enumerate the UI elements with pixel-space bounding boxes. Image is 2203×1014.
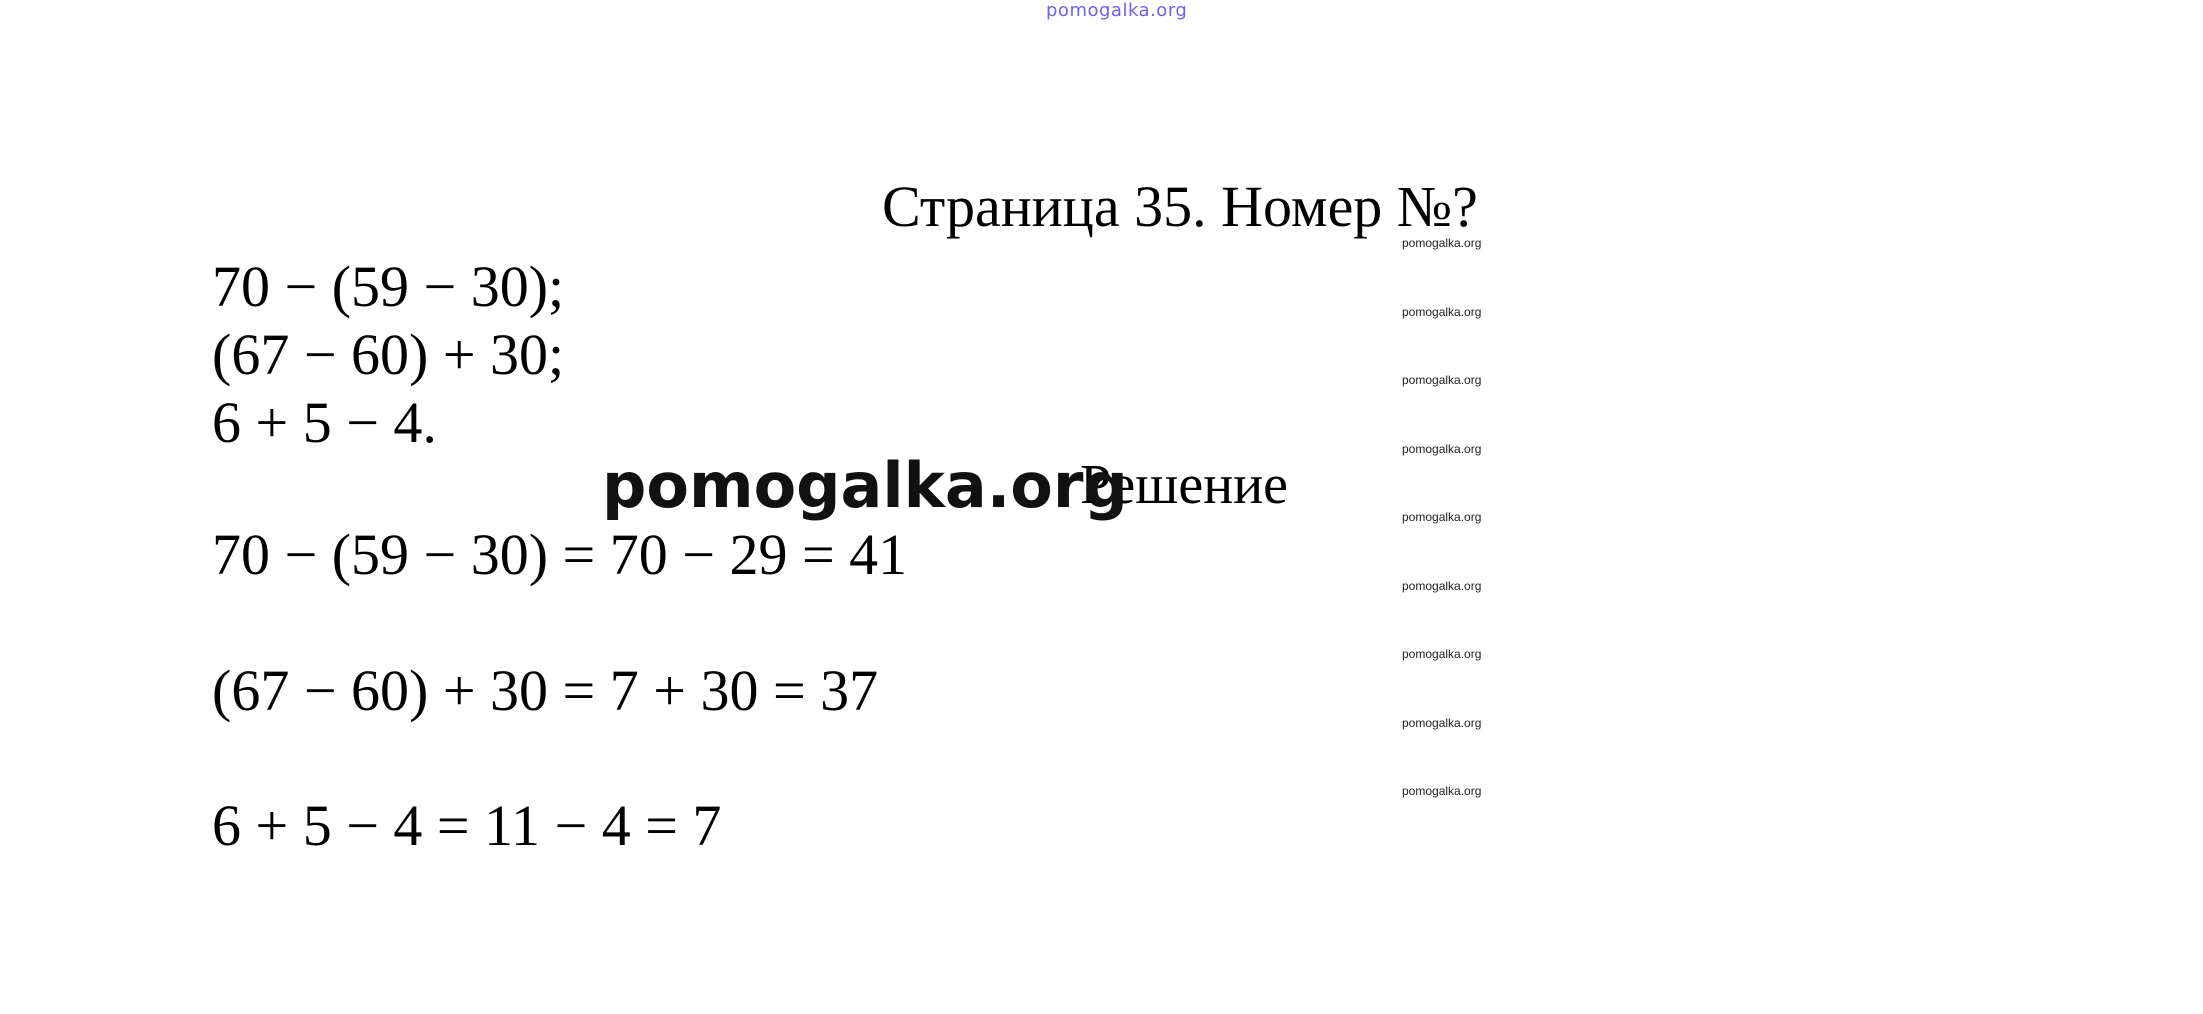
watermark-small: pomogalka.org: [1402, 510, 1482, 524]
watermark-small: pomogalka.org: [1402, 373, 1482, 387]
task-line-3: 6 + 5 − 4.: [212, 390, 437, 455]
page-title: Страница 35. Номер №?: [882, 174, 1478, 239]
top-site-link[interactable]: pomogalka.org: [1046, 0, 1188, 21]
answer-line-1: 70 − (59 − 30) = 70 − 29 = 41: [212, 522, 908, 587]
watermark-small: pomogalka.org: [1402, 647, 1482, 661]
watermark-small: pomogalka.org: [1402, 442, 1482, 456]
task-line-2: (67 − 60) + 30;: [212, 322, 565, 387]
watermark-small: pomogalka.org: [1402, 716, 1482, 730]
answer-line-2: (67 − 60) + 30 = 7 + 30 = 37: [212, 658, 879, 723]
task-line-1: 70 − (59 − 30);: [212, 254, 565, 319]
watermark-small: pomogalka.org: [1402, 579, 1482, 593]
solution-heading: Решение: [1080, 454, 1289, 516]
watermark-large: pomogalka.org: [602, 449, 1128, 522]
watermark-small: pomogalka.org: [1402, 784, 1482, 798]
answer-line-3: 6 + 5 − 4 = 11 − 4 = 7: [212, 793, 722, 858]
watermark-small: pomogalka.org: [1402, 236, 1482, 250]
watermark-small: pomogalka.org: [1402, 305, 1482, 319]
